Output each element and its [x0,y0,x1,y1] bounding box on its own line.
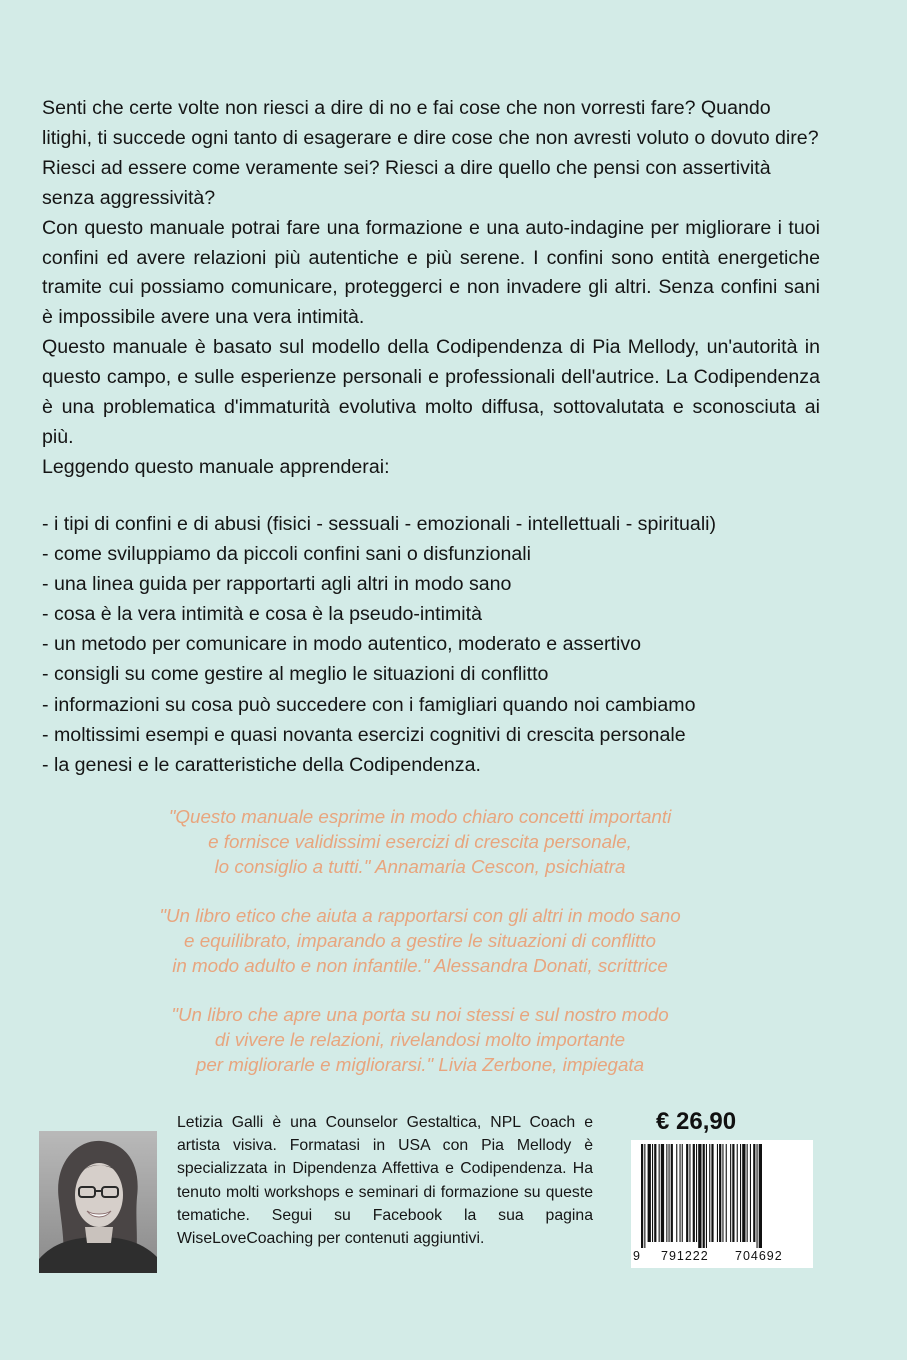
barcode-bar [703,1144,705,1248]
list-item: - consigli su come gestire al meglio le situazioni di conflitto [42,663,549,686]
barcode-bar [732,1144,734,1242]
list-item: - i tipi di confini e di abusi (fisici - sessuali - emozionali - intellettuali - spirituali) [42,513,717,535]
barcode-bar [641,1144,643,1248]
back-cover-description [42,94,820,483]
barcode-bars [639,1144,805,1248]
barcode-bar [726,1144,727,1242]
barcode-bar [722,1144,723,1242]
barcode-bar [706,1144,707,1248]
testimonial-quote: "Questo manuale esprime in modo chiaro concetti importanti e fornisce validissimi esercizi di crescita personale, lo consiglio a tutti." Annamaria Cescon, psichiatra [168,806,672,877]
barcode-bar [686,1144,688,1242]
list-item: - cosa è la vera intimità e cosa è la pseudo-intimità [42,603,482,626]
barcode-bar [719,1144,721,1242]
learn-list [42,509,842,780]
barcode-bar [654,1144,656,1242]
list-item: - informazioni su cosa può succedere con i famigliari quando noi cambiamo [42,693,696,716]
description-paragraph: Leggendo questo manuale apprenderai: [42,455,390,478]
barcode-bar [676,1144,677,1242]
price-label: € 26,90 [656,1108,737,1135]
list-item: - come sviluppiamo da piccoli confini sani o disfunzionali [42,543,532,566]
barcode-bar [669,1144,670,1242]
barcode-bar [750,1144,751,1242]
barcode-bar [689,1144,690,1242]
list-item: - la genesi e le caratteristiche della Codipendenza. [42,753,481,776]
barcode-digit-first: 9 [633,1249,640,1263]
barcode-bar [740,1144,741,1242]
barcode-bar [730,1144,731,1242]
barcode-digits-right: 704692 [735,1249,783,1263]
barcode-bar [648,1144,651,1242]
barcode-bar [693,1144,695,1242]
barcode-digits-left: 791222 [661,1249,709,1263]
list-item: - moltissimi esempi e quasi novanta esercizi cognitivi di crescita personale [42,723,686,746]
barcode-bar [747,1144,748,1242]
barcode-bar [717,1144,718,1242]
barcode-bar [696,1144,697,1242]
author-portrait-image [39,1131,157,1273]
barcode-bar [757,1144,758,1248]
barcode-bar [644,1144,645,1248]
barcode-bar [680,1144,681,1242]
description-paragraph: Senti che certe volte non riesci a dire di no e fai cose che non vorresti fare? Quando litighi, ti succede ogni tanto di esagerare e dire cose che non avresti voluto o dovuto dire? Riesci ad essere come veramente sei? Riesci a dire quello che pensi con assertività senza aggressività? [42,97,819,209]
barcode-bar [682,1144,683,1242]
description-paragraph: Questo manuale è basato sul modello della Codipendenza di Pia Mellody, un'autorità in questo campo, e sulle esperienze personali e professionali dell'autrice. La Codipendenza è una problematica d'immaturità evolutiva molto diffusa, sottovalutata e sconosciuta ai più. [42,336,820,448]
description-paragraph: Con questo manuale potrai fare una formazione e una auto-indagine per migliorare i tuoi confini ed avere relazioni più autentiche e più serene. I confini sono entità energetiche tramite cui possiamo comunicare, proteggerci e non invadere gli altri. Senza confini sani è impossibile avere una vera intimità. [42,216,820,329]
barcode-bar [666,1144,667,1242]
testimonial-quote: "Un libro che apre una porta su noi stessi e sul nostro modo di vivere le relazioni, rivelandosi molto importante per migliorarle e migliorarsi." Livia Zerbone, impiegata [171,1004,669,1075]
barcode-bar [661,1144,664,1242]
isbn-barcode [631,1140,813,1268]
barcode-bar [737,1144,738,1242]
testimonial-quote: "Un libro etico che aiuta a rapportarsi con gli altri in modo sano e equilibrato, imparando a gestire le situazioni di conflitto in modo adulto e non infantile." Alessandra Donati, scrittrice [159,905,681,976]
barcode-bar [711,1144,713,1242]
barcode-bar [753,1144,755,1242]
barcode-bar [671,1144,673,1242]
barcode-bar [652,1144,653,1242]
barcode-bar [698,1144,701,1248]
barcode-bar [709,1144,710,1242]
list-item: - un metodo per comunicare in modo autentico, moderato e assertivo [42,633,642,656]
barcode-bar [759,1144,762,1248]
barcode-bar [659,1144,660,1242]
barcode-bar [742,1144,745,1242]
list-item: - una linea guida per rapportarti agli altri in modo sano [42,573,512,596]
author-photo [39,1131,157,1273]
author-bio: Letizia Galli è una Counselor Gestaltica, NPL Coach e artista visiva. Formatasi in USA con Pia Mellody è specializzata in Dipendenza Affettiva e Codipendenza. Ha tenuto molti workshops e seminari di formazione su queste tematiche. Segui su Facebook la sua pagina WiseLoveCoaching per contenuti aggiuntivi. [177,1114,593,1248]
